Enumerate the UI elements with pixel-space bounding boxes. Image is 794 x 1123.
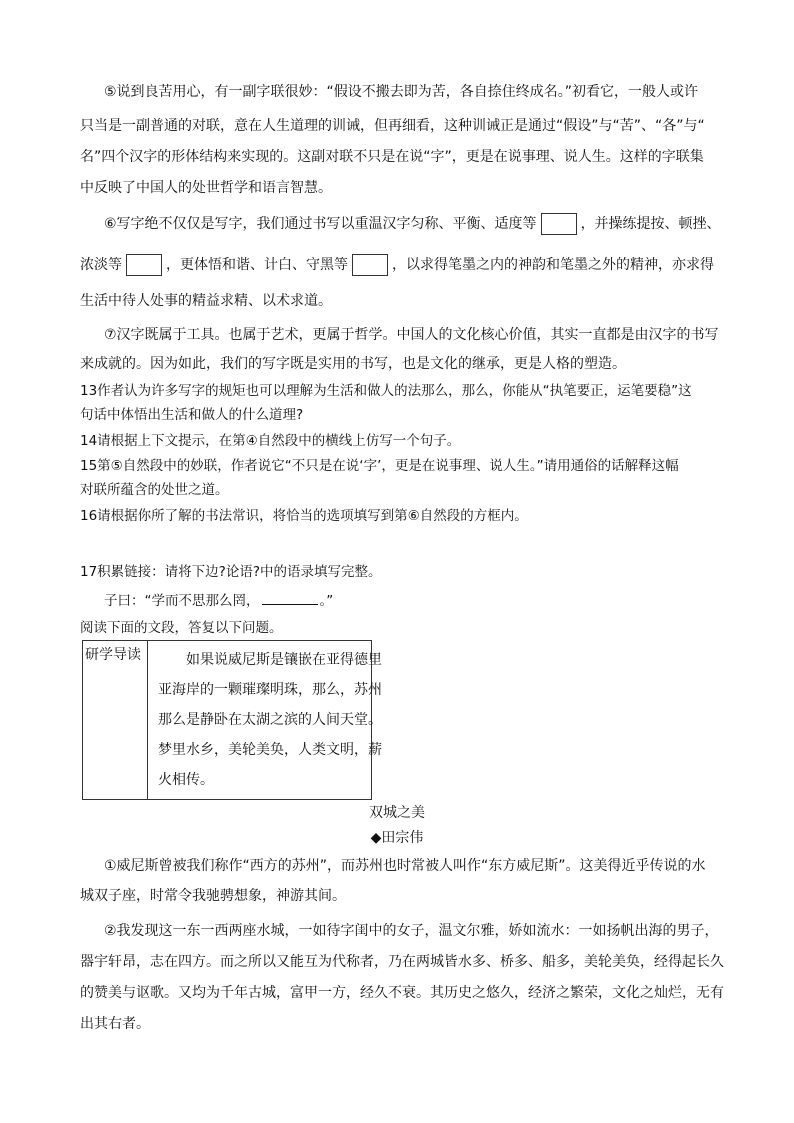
para5-line1: ⑤说到良苦用心，有一副字联很妙：“假设不搬去即为苦，各自捺住终成名。”初看它，一般人或许: [104, 84, 699, 100]
answer-box-1[interactable]: [541, 213, 577, 235]
question-17: 17积累链接：请将下边?论语?中的语录填写完整。: [80, 564, 382, 580]
quote-text-b: 。”: [319, 593, 334, 609]
article-p1-line2: 城双子座，时常令我驰骋想象，神游其间。: [80, 888, 346, 904]
para5-line2: 只当是一副普通的对联，意在人生道理的训诫，但再细看，这种训诫正是通过“假设”与“苦”、“各”与“: [80, 118, 705, 134]
article-p2-line2: 器宇轩昂，志在四方。而之所以又能互为代称者，乃在两城皆水多、桥多、船多，美轮美奂，经得起长久: [80, 954, 724, 970]
question-14: 14请根据上下文提示，在第④自然段中的横线上仿写一个句子。: [80, 433, 461, 449]
para6-line1: [104, 213, 721, 235]
para6-line3: 生活中待人处事的精益求精、以术求道。: [80, 293, 332, 309]
question-15-line2: 对联所蕴含的处世之道。: [80, 482, 229, 498]
question-15-line1: 15第⑤自然段中的妙联，作者说它“不只是在说‘字’，更是在说事理、说人生。”请用通俗的话解释这幅: [80, 458, 679, 474]
para6-text-2b: ，更体悟和谐、计白、守黑等: [166, 257, 348, 273]
para7-line1: ⑦汉字既属于工具。也属于艺术，更属于哲学。中国人的文化核心价值，其实一直都是由汉字的书写: [104, 327, 719, 343]
fill-blank[interactable]: [262, 590, 318, 605]
guide-label: 研学导读: [83, 641, 148, 800]
guide-line-2: 亚海岸的一颗璀璨明珠，那么，苏州: [158, 682, 382, 698]
para6-text-1a: ⑥写字绝不仅仅是写字，我们通过书写以重温汉字匀称、平衡、适度等: [104, 216, 537, 232]
para5-line4: 中反映了中国人的处世哲学和语言智慧。: [80, 180, 332, 196]
question-13-line2: 句话中体悟出生活和做人的什么道理?: [80, 407, 304, 423]
guide-text-cell: [148, 641, 382, 800]
guide-line-1: 如果说威尼斯是镶嵌在亚得德里: [186, 652, 382, 668]
para6-line2: [80, 254, 714, 276]
article-p2-line4: 出其右者。: [80, 1016, 150, 1032]
question-16: 16请根据你所了解的书法常识，将恰当的选项填写到第⑥自然段的方框内。: [80, 508, 528, 524]
article-p2-line1: ②我发现这一东一西两座水城，一如待字闺中的女子，温文尔雅，娇如流水：一如扬帆出海的男子，: [104, 923, 719, 939]
guide-table: [82, 640, 382, 800]
guide-line-4: 梦里水乡，美轮美奂，人类文明，薪: [158, 742, 382, 758]
article-p1-line1: ①威尼斯曾被我们称作“西方的苏州”，而苏州也时常被人叫作“东方威尼斯”。这美得近乎传说的水: [104, 858, 706, 874]
para7-line2: 来成就的。因为如此，我们的写字既是实用的书写，也是文化的继承，更是人格的塑造。: [80, 356, 626, 372]
para6-text-2c: ，以求得笔墨之内的神韵和笔墨之外的精神，亦求得: [392, 257, 714, 273]
article-p2-line3: 的赞美与讴歌。又均为千年古城，富甲一方，经久不衰。其历史之悠久，经济之繁荣，文化之灿烂，无有: [80, 985, 724, 1001]
para5-line3: 名”四个汉字的形体结构来实现的。这副对联不只是在说“字”，更是在说事理、说人生。这样的字联集: [80, 149, 704, 165]
article-title: 双城之美: [369, 805, 425, 821]
answer-box-2[interactable]: [126, 254, 162, 276]
guide-line-3: 那么是静卧在太湖之滨的人间天堂。: [158, 712, 382, 728]
question-17-quote: [104, 590, 333, 611]
question-13-line1: 13作者认为许多写字的规矩也可以理解为生活和做人的法那么，那么，你能从“执笔要正，运笔要稳”这: [80, 383, 692, 399]
para6-text-1b: ，并操练提按、顿挫、: [580, 216, 721, 232]
guide-line-5: 火相传。: [158, 772, 214, 788]
quote-text-a: 子曰：“学而不思那么罔，: [104, 593, 260, 609]
reading-intro: 阅读下面的文段，答复以下问题。: [80, 620, 283, 636]
para6-text-2a: 浓淡等: [80, 257, 122, 273]
answer-box-3[interactable]: [352, 254, 388, 276]
article-author: ◆田宗伟: [370, 830, 424, 846]
